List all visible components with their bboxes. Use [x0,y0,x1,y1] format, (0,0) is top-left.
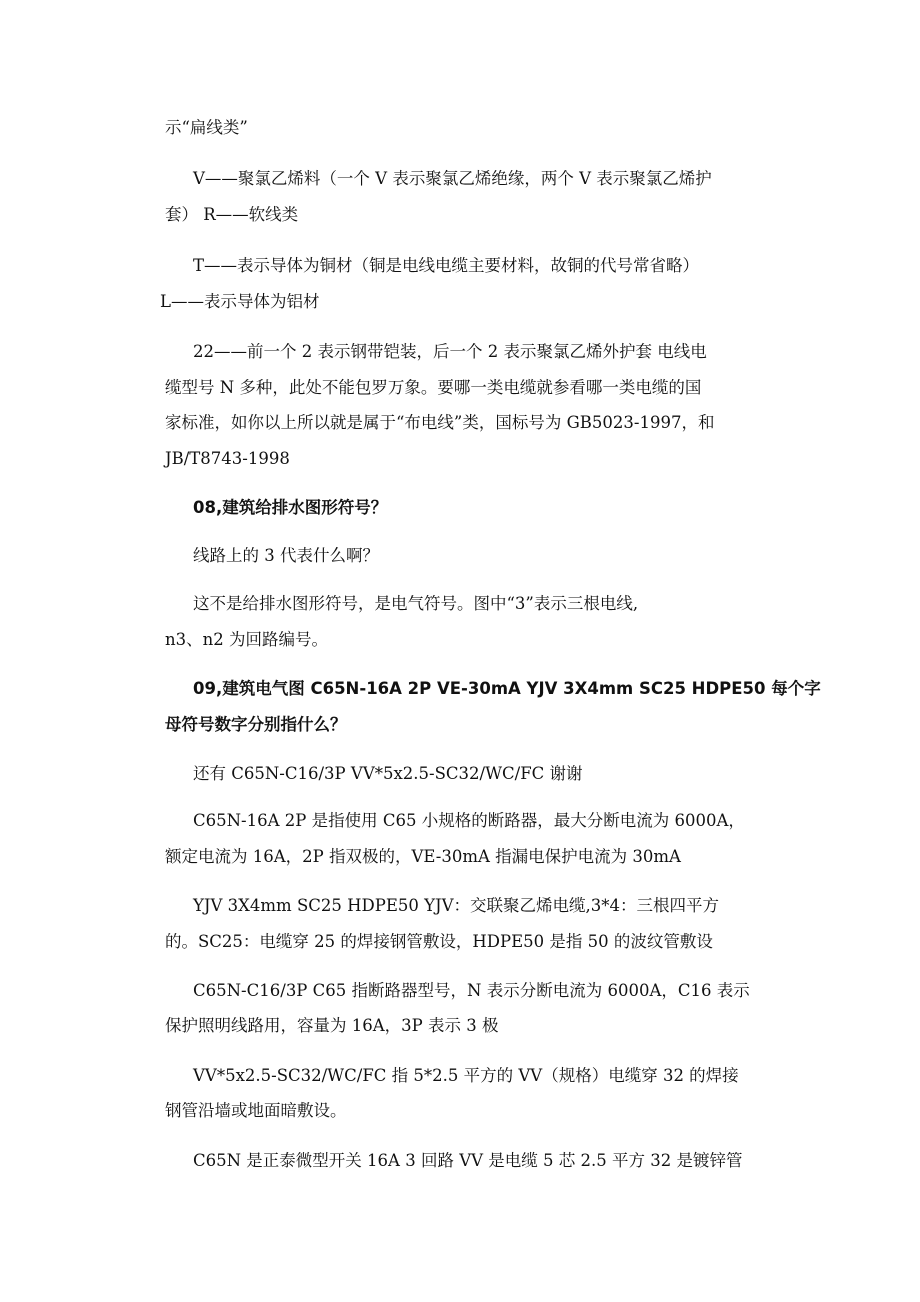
text-line: 套） R——软线类 [165,205,299,224]
text-line: 额定电流为 16A，2P 指双极的，VE-30mA 指漏电保护电流为 30mA [165,847,681,866]
text-line: C65N 是正泰微型开关 16A 3 回路 VV 是电缆 5 芯 2.5 平方 32 是镀锌管 [193,1151,743,1170]
section-heading-08: 08,建筑给排水图形符号？ [193,498,388,517]
text-line: 22——前一个 2 表示钢带铠装，后一个 2 表示聚氯乙烯外护套 电线电 [193,342,707,361]
text-line: 缆型号 N 多种，此处不能包罗万象。要哪一类电缆就参看哪一类电缆的国 [165,378,702,397]
text-line: n3、n2 为回路编号。 [165,630,328,649]
section-heading-09: 09,建筑电气图 C65N-16A 2P VE-30mA YJV 3X4mm SC25 HDPE50 每个字 [193,679,821,698]
text-line: YJV 3X4mm SC25 HDPE50 YJV：交联聚乙烯电缆,3*4：三根四平方 [193,896,720,915]
text-line: 保护照明线路用，容量为 16A，3P 表示 3 极 [165,1016,499,1035]
text-line: VV*5x2.5-SC32/WC/FC 指 5*2.5 平方的 VV（规格）电缆穿 32 的焊接 [193,1066,739,1085]
text-line: 还有 C65N-C16/3P VV*5x2.5-SC32/WC/FC 谢谢 [193,764,583,783]
text-line: 线路上的 3 代表什么啊？ [193,546,379,565]
text-line: V——聚氯乙烯料（一个 V 表示聚氯乙烯绝缘，两个 V 表示聚氯乙烯护 [193,169,712,188]
text-line: 钢管沿墙或地面暗敷设。 [165,1101,347,1120]
text-line: 家标准，如你以上所以就是属于“布电线”类，国标号为 GB5023-1997，和 [165,413,715,432]
text-line: T——表示导体为铜材（铜是电线电缆主要材料，故铜的代号常省略） [193,256,700,275]
section-heading-09-cont: 母符号数字分别指什么？ [165,715,347,734]
text-line: 这不是给排水图形符号，是电气符号。图中“3”表示三根电线, [193,594,639,613]
text-line: JB/T8743-1998 [165,449,290,468]
text-line: 的。SC25：电缆穿 25 的焊接钢管敷设，HDPE50 是指 50 的波纹管敷设 [165,932,713,951]
text-line: 示“扁线类” [165,118,248,137]
text-line: L——表示导体为铝材 [160,292,320,311]
text-line: C65N-16A 2P 是指使用 C65 小规格的断路器，最大分断电流为 6000A， [193,811,745,830]
text-line: C65N-C16/3P C65 指断路器型号，N 表示分断电流为 6000A，C16 表示 [193,981,750,1000]
